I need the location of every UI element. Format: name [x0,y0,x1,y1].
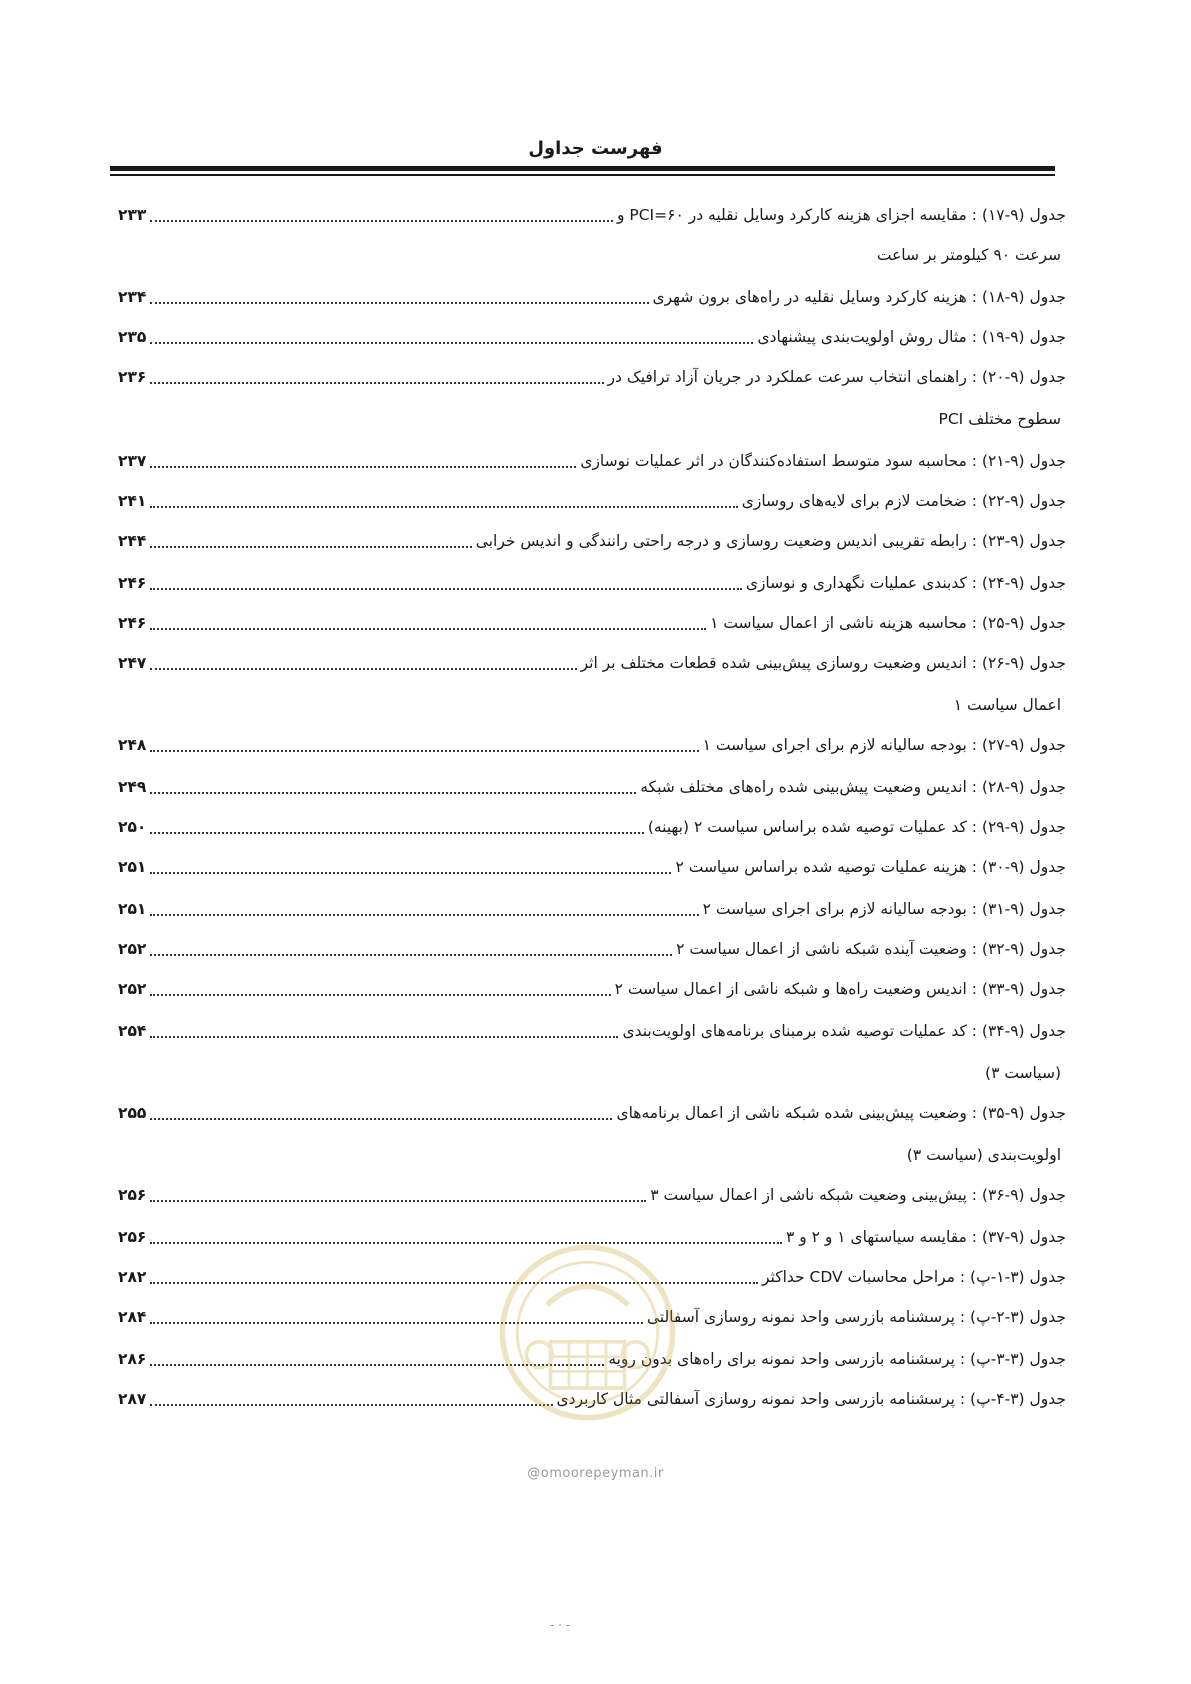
toc-entry-page: ۲۴۷ [118,654,147,672]
toc-entry-label: جدول (۹-۲۱) : محاسبه سود متوسط استفاده‌کنندگان در اثر عملیات نوسازی [580,452,1066,470]
toc-entry [118,322,1066,352]
toc-entry [118,362,1066,392]
toc-entry-page: ۲۴۸ [118,736,147,754]
toc-entry-continuation: (سیاست ۳) [985,1064,1061,1082]
toc-entry-page: ۲۵۶ [118,1186,147,1204]
toc-entry-page: ۲۵۰ [118,818,147,836]
toc-entry-page: ۲۸۷ [118,1390,147,1408]
toc-entry-label: جدول (۹-۲۷) : بودجه سالیانه لازم برای اجرای سیاست ۱ [702,736,1066,754]
toc-entry-continuation: سطوح مختلف PCI [938,410,1061,428]
toc-entry [118,486,1066,516]
toc-entry-continuation: اعمال سیاست ۱ [953,696,1061,714]
dot-leader [150,991,610,996]
toc-entry [118,772,1066,802]
toc-entry-label: جدول (۹-۳۷) : مقایسه سیاستهای ۱ و ۲ و ۳ [785,1228,1066,1246]
toc-entry [118,812,1066,842]
dot-leader [150,339,753,344]
toc-entry-page: ۲۸۴ [118,1308,147,1326]
dot-leader [150,625,706,630]
dot-leader [150,1197,646,1202]
toc-entry-page: ۲۸۲ [118,1268,147,1286]
toc-entry [118,1016,1066,1046]
toc-entry-page: ۲۳۳ [118,206,147,224]
toc-entry-label: جدول (۹-۳۶) : پیش‌بینی وضعیت شبکه ناشی از اعمال سیاست ۳ [650,1186,1066,1204]
toc-entry-label: جدول (۹-۲۹) : کد عملیات توصیه شده براساس سیاست ۲ (بهینه) [647,818,1066,836]
toc-entry-label: جدول (۹-۱۷) : مقایسه اجزای هزینه کارکرد وسایل نقلیه در ۶۰=PCI و [616,206,1066,224]
toc-entry-page: ۲۵۶ [118,1228,147,1246]
toc-entry-label: جدول (۹-۱۸) : هزینه کارکرد وسایل نقلیه در راه‌های برون شهری [652,288,1066,306]
toc-entry-page: ۲۴۶ [118,614,147,632]
toc-entry [118,282,1066,312]
toc-entry [118,446,1066,476]
toc-entry-label: جدول (۹-۳۳) : اندیس وضعیت راه‌ها و شبکه ناشی از اعمال سیاست ۲ [614,980,1066,998]
toc-entry [118,200,1066,230]
dot-leader [150,543,471,548]
toc-entry [118,1180,1066,1210]
toc-entry-label: جدول (۹-۳۵) : وضعیت پیش‌بینی شده شبکه ناشی از اعمال برنامه‌های [616,1104,1066,1122]
toc-entry-page: ۲۸۶ [118,1350,147,1368]
toc-entry-page: ۲۵۱ [118,900,147,918]
toc-entry-label: جدول (۹-۳۱) : بودجه سالیانه لازم برای اجرای سیاست ۲ [702,900,1066,918]
dot-leader [150,463,576,468]
dot-leader [150,299,648,304]
toc-entry-page: ۲۵۲ [118,940,147,958]
toc-entry-label: جدول (۹-۲۸) : اندیس وضعیت پیش‌بینی شده راه‌های مختلف شبکه [640,778,1066,796]
toc-entry [118,852,1066,882]
toc-entry-label: جدول (۹-۲۶) : اندیس وضعیت روسازی پیش‌بینی شده قطعات مختلف بر اثر [580,654,1066,672]
toc-entry [118,1098,1066,1128]
toc-entry-page: ۲۵۱ [118,858,147,876]
dot-leader [150,869,671,874]
toc-entry [118,648,1066,678]
toc-entry [118,974,1066,1004]
toc-entry-label: جدول (۹-۲۴) : کدبندی عملیات نگهداری و نوسازی [745,574,1066,592]
toc-entry [118,568,1066,598]
page-title: فهرست جداول [528,138,663,159]
toc-entry-label: جدول (۳-۴-پ) : پرسشنامه بازرسی واحد نمونه روسازی آسفالتی مثال کاربردی [556,1390,1066,1408]
toc-entry-page: ۲۵۵ [118,1104,147,1122]
toc-entry-page: ۲۴۱ [118,492,147,510]
toc-entry [118,526,1066,556]
toc-entry-label: جدول (۹-۲۵) : محاسبه هزینه ناشی از اعمال سیاست ۱ [710,614,1066,632]
dot-leader [150,747,698,752]
dot-leader [150,951,672,956]
footer-mark: - · - [550,1618,571,1632]
toc-entry-page: ۲۳۵ [118,328,147,346]
toc-entry-label: جدول (۹-۱۹) : مثال روش اولویت‌بندی پیشنهادی [757,328,1066,346]
dot-leader [150,1033,618,1038]
toc-entry-page: ۲۴۹ [118,778,147,796]
dot-leader [150,503,737,508]
seal-logo-icon [495,1240,680,1425]
dot-leader [150,1401,552,1406]
dot-leader [150,665,576,670]
toc-entry-page: ۲۳۷ [118,452,147,470]
watermark-text: @omoorepeyman.ir [527,1466,664,1481]
toc-entry-continuation: سرعت ۹۰ کیلومتر بر ساعت [876,246,1061,264]
toc-entry-label: جدول (۹-۲۳) : رابطه تقریبی اندیس وضعیت روسازی و درجه راحتی رانندگی و اندیس خرابی [475,532,1066,550]
toc-entry-label: جدول (۹-۲۰) : راهنمای انتخاب سرعت عملکرد در جریان آزاد ترافیک در [607,368,1066,386]
toc-entry-page: ۲۳۶ [118,368,147,386]
toc-entry-page: ۲۴۶ [118,574,147,592]
dot-leader [150,585,741,590]
dot-leader [150,217,613,222]
toc-entry [118,730,1066,760]
toc-entry-label: جدول (۳-۳-پ) : پرسشنامه بازرسی واحد نمونه برای راه‌های بدون رویه [608,1350,1066,1368]
toc-entry [118,934,1066,964]
toc-entry-label: جدول (۳-۲-پ) : پرسشنامه بازرسی واحد نمونه روسازی آسفالتی [646,1308,1066,1326]
toc-entry-page: ۲۵۲ [118,980,147,998]
toc-entry-label: جدول (۳-۱-پ) : مراحل محاسبات CDV حداکثر [761,1268,1066,1286]
dot-leader [150,829,643,834]
toc-entry-page: ۲۳۴ [118,288,147,306]
toc-entry [118,894,1066,924]
toc-entry-continuation: اولویت‌بندی (سیاست ۳) [906,1146,1061,1164]
toc-entry-label: جدول (۹-۳۴) : کد عملیات توصیه شده برمبنای برنامه‌های اولویت‌بندی [622,1022,1066,1040]
dot-leader [150,789,636,794]
toc-entry-label: جدول (۹-۳۲) : وضعیت آینده شبکه ناشی از اعمال سیاست ۲ [676,940,1066,958]
toc-entry-page: ۲۴۴ [118,532,147,550]
dot-leader [150,1115,612,1120]
toc-entry-page: ۲۵۴ [118,1022,147,1040]
dot-leader [150,1239,782,1244]
toc-entry-label: جدول (۹-۲۲) : ضخامت لازم برای لایه‌های روسازی [741,492,1066,510]
toc-entry [118,608,1066,638]
dot-leader [150,911,698,916]
toc-entry-label: جدول (۹-۳۰) : هزینه عملیات توصیه شده براساس سیاست ۲ [675,858,1066,876]
dot-leader [150,379,603,384]
